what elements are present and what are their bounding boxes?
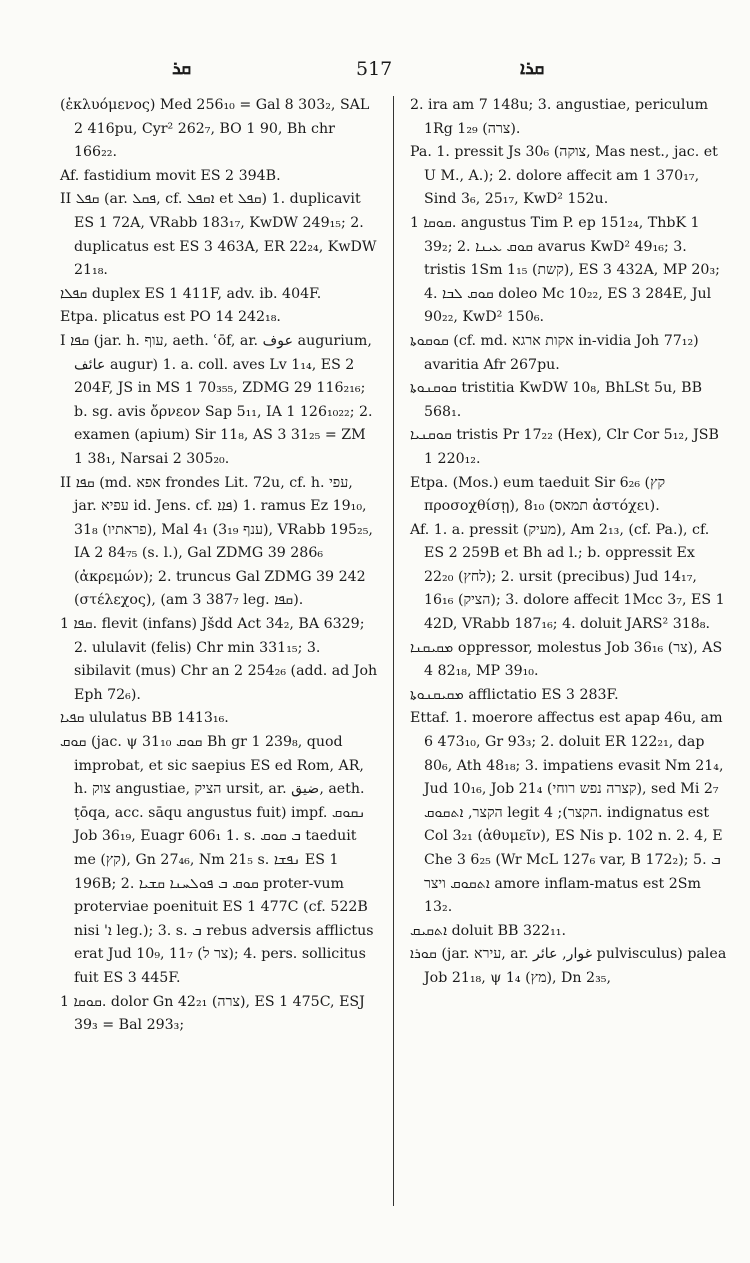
left-entry: ܩܦܐ 1. flevit (infans) Jšdd Act 34₂, BA 6329; 2. ululavit (felis) Chr min 331₁₅; 3. sibilavit (mus) Chr an 2 254₂₆ (add. ad Joh Eph 72₆).	[60, 616, 378, 703]
column-divider	[393, 96, 394, 1206]
right-entry: ܩܘܩܢܘܬܐ tristitia KwDW 10₈, BhLSt 5u, BB 568₁.	[410, 380, 702, 420]
left-entry: Af. fastidium movit ES 2 394B.	[60, 167, 281, 184]
right-entry: ܡܩܝܩܢܐ oppressor, molestus Job 36₁₆ (צר), AS 4 82₁₈, MP 39₁₀.	[410, 639, 723, 680]
left-entry: ܩܦܝܐ ululatus BB 1413₁₆.	[60, 710, 229, 727]
left-entry: ܩܘܩ (jac. ψ 31₁₀ ܩܘܩ Bh gr 1 239₈, quod improbat, et sic saepius ES ed Rom, AR, h. צוק angustiae, הציק ursit, ar. ضيق, aeth. ṭōqa, acc. sāqu angustus fuit) impf. ܢܩܘܩ Job 36₁₉, Euagr 606₁ 1. s. ܒ ܩܘܩ taeduit me (קץ), Gn 27₄₆, Nm 21₅ s. ܢܦܫܐ ES 1 196B; 2. ܩܘܩ ܒ ܦܘܠܚܢܐ ܩܫܝܐ proter-vum proterviae poenituit ES 1 477C (cf. 522B nisi 'ܐ leg.); 3. s. ܒ rebus adversis afflictus erat Jud 10₉, 11₇ (צר ל); 4. pers. sollicitus fuit ES 3 445F.	[60, 734, 374, 986]
right-entry: ܐܬܩܝܩ doluit BB 322₁₁.	[410, 922, 566, 939]
right-entry: Ettaf. 1. moerore affectus est apap 46u, am 6 473₁₀, Gr 93₃; 2. doluit ER 122₂₁, dap 80₆, Ath 48₁₈; 3. impatiens evasit Nm 21₄, Jud 10₁₆, Job 21₄ (קצרה נפש רוחי), sed Mi 2₇ הקצר, ܐܬܩܘܩ legit הקצר); 4. indignatus est Col 3₂₁ (ἀθυμεῖν), ES Nis p. 102 n. 2. 4, E Che 3 6₂₅ (Wr McL 127₆ var, B 172₂); 5. ܒ ܐܬܩܘܩ ויצר amore inflam-matus est 2Sm 13₂.	[410, 710, 724, 916]
right-entry: Etpa. (Mos.) eum taeduit Sir 6₂₆ (קץ προσοχθίσῃ), 8₁₀ (תמאס ἀστόχει).	[410, 474, 666, 515]
right-entry: 2. ira am 7 148u; 3. angustiae, periculum 1Rg 1₂₉ (צרה).	[410, 97, 709, 137]
right-entry: ܩܘܪܐ (jar. עירא, ar. غوار, عائر pulvisculus) palea Job 21₁₈, ψ 1₄ (מץ), Dn 2₃₅,	[410, 946, 727, 986]
page-header	[0, 58, 750, 82]
right-entry: ܩܘܩܐ 1. angustus Tim P. ep 151₂₄, ThbK 1 39₂; 2. ܩܘܩ ܥܝܢܐ avarus KwD² 49₁₆; 3. tristis 1Sm 1₁₅ (קשת), ES 3 432A, MP 20₃; 4. ܩܘܩ ܠܒܐ doleo Mc 10₂₂, ES 3 284E, Jul 90₂₂, KwD² 150₆.	[410, 214, 720, 326]
left-column	[60, 94, 378, 1038]
left-entry: II ܩܦܐ (md. אפא frondes Lit. 72u, cf. h. עפי, jar. עפיא id. Jens. cf. ܦܐܐ) 1. ramus Ez 19₁₀, 31₈ (פראתיו), Mal 4₁ (3₁₉ ענף), VRabb 195₂₅, IA 2 84₇₅ (s. l.), Gal ZDMG 39 286₆ (ἀκρεμών); 2. truncus Gal ZDMG 39 242 (στέλεχος), (am 3 387₇ leg. ܩܦܐ).	[60, 474, 373, 609]
page-number: 517	[356, 58, 393, 80]
right-column	[410, 94, 728, 991]
left-entry: ܩܘܩܐ 1. dolor Gn 42₂₁ (צרה), ES 1 475C, ESJ 39₃ = Bal 293₃;	[60, 993, 365, 1034]
left-entry: Etpa. plicatus est PO 14 242₁₈.	[60, 309, 281, 326]
left-entry: I ܩܦܐ (jar. h. עוף, aeth. ʿōf, ar. عوف augurium, عائف augur) 1. a. coll. aves Lv 1₁₄, ES 2 204F, JS in MS 1 70₃₅₅, ZDMG 29 116₂₁₆; b. sg. avis ὄρνεον Sap 5₁₁, IA 1 126₁₀₂₂; 2. examen (apium) Sir 11₈, AS 3 31₂₅ = ZM 1 38₁, Narsai 2 305₂₀.	[60, 332, 373, 467]
header-left-word: ܩܪ	[172, 58, 192, 79]
header-right-word: ܩܪܐ	[520, 58, 545, 79]
left-entry: II ܩܦܠ (ar. ܦܩܠ, cf. ܐܩܦܠ et ܩܦܠ) 1. duplicavit ES 1 72A, VRabb 183₁₇, KwDW 249₁₅; 2. duplicatus est ES 3 463A, ER 22₂₄, KwDW 21₁₈.	[60, 191, 377, 279]
left-entry: (ἐκλυόμενος) Med 256₁₀ = Gal 8 303₂, SAL 2 416pu, Cyr² 262₇, BO 1 90, Bh chr 166₂₂.	[60, 97, 370, 161]
right-entry: Pa. 1. pressit Js 30₆ (צוקה, Mas nest., jac. et U M., A.); 2. dolore affecit am 1 370₁₇, Sind 3₆, 25₁₇, KwD² 152u.	[410, 144, 718, 208]
left-entry: ܩܦܠܐ duplex ES 1 411F, adv. ib. 404F.	[60, 285, 322, 302]
right-entry: ܩܘܩܢܝܐ tristis Pr 17₂₂ (Hex), Clr Cor 5₁₂, JSB 1 220₁₂.	[410, 427, 719, 467]
right-entry: Af. 1. a. pressit (מעיק), Am 2₁₃, (cf. Pa.), cf. ES 2 259B et Bh ad l.; b. oppressit Ex 22₂₀ (לחץ); 2. ursit (precibus) Jud 14₁₇, 16₁₆ (הציק); 3. dolore affecit 1Mcc 3₇, ES 1 42D, VRabb 187₁₆; 4. doluit JARS² 318₈.	[410, 521, 725, 633]
right-entry: ܩܘܩܘܬܐ (cf. md. אקות ארגא in-vidia Joh 77₁₂) avaritia Afr 267pu.	[410, 332, 699, 373]
right-entry: ܡܩܝܩܢܘܬܐ afflictatio ES 3 283F.	[410, 686, 619, 703]
